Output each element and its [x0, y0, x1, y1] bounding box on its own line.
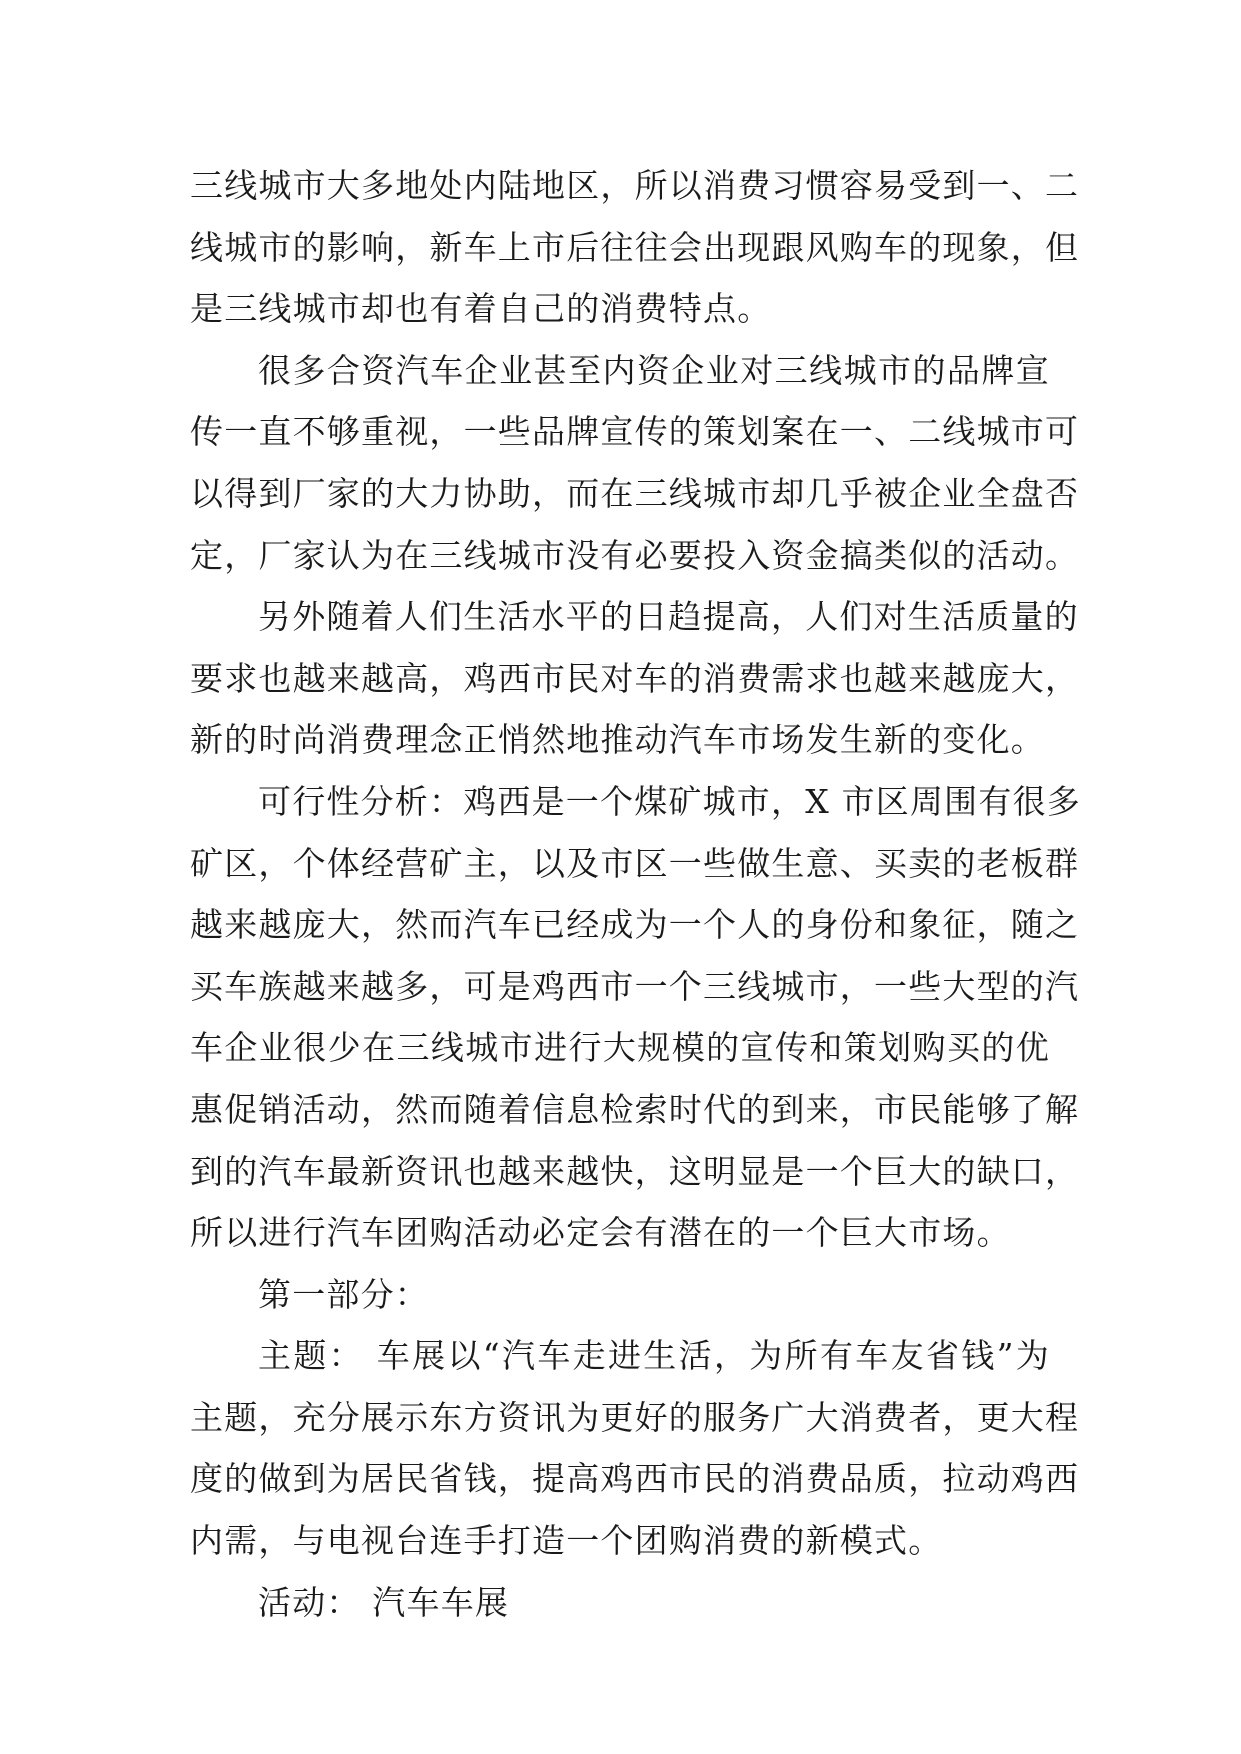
- text-line: 传一直不够重视，一些品牌宣传的策划案在一、二线城市可: [190, 412, 1080, 452]
- text-line: 定，厂家认为在三线城市没有必要投入资金搞类似的活动。: [190, 535, 1080, 575]
- text-line: 以得到厂家的大力协助，而在三线城市却几乎被企业全盘否: [190, 473, 1080, 513]
- text-line: 另外随着人们生活水平的日趋提高，人们对生活质量的: [258, 597, 1079, 637]
- paragraph: [190, 771, 1081, 1264]
- paragraph: [190, 155, 1080, 340]
- text-line: 惠促销活动，然而随着信息检索时代的到来，市民能够了解: [190, 1089, 1080, 1129]
- text-line: 线城市的影响，新车上市后往往会出现跟风购车的现象，但: [190, 227, 1080, 267]
- paragraph: [190, 340, 1080, 586]
- text-line: 是三线城市却也有着自己的消费特点。: [190, 289, 772, 329]
- text-line: 主题，充分展示东方资讯为更好的服务广大消费者，更大程: [190, 1397, 1080, 1437]
- text-line: 矿区，个体经营矿主，以及市区一些做生意、买卖的老板群: [190, 843, 1080, 883]
- text-line: 买车族越来越多，可是鸡西市一个三线城市，一些大型的汽: [190, 966, 1080, 1006]
- text-line: 可行性分析：鸡西是一个煤矿城市，X 市区周围有很多: [258, 781, 1081, 821]
- paragraph: [190, 1325, 1080, 1571]
- paragraph: [190, 586, 1080, 771]
- document-body: [190, 155, 1081, 1633]
- text-line: 活动： 汽车车展: [258, 1582, 510, 1622]
- text-line: 三线城市大多地处内陆地区，所以消费习惯容易受到一、二: [190, 166, 1080, 205]
- text-line: 新的时尚消费理念正悄然地推动汽车市场发生新的变化。: [190, 720, 1045, 760]
- paragraph: [190, 1572, 1050, 1634]
- text-line: 第一部分：: [258, 1274, 429, 1314]
- text-line: 到的汽车最新资讯也越来越快，这明显是一个巨大的缺口，: [190, 1151, 1080, 1191]
- text-line: 所以进行汽车团购活动必定会有潜在的一个巨大市场。: [190, 1213, 1011, 1253]
- text-line: 越来越庞大，然而汽车已经成为一个人的身份和象征，随之: [190, 905, 1080, 945]
- text-line: 内需，与电视台连手打造一个团购消费的新模式。: [190, 1521, 943, 1561]
- text-line: 很多合资汽车企业甚至内资企业对三线城市的品牌宣: [258, 350, 1050, 390]
- text-line: 度的做到为居民省钱，提高鸡西市民的消费品质，拉动鸡西: [190, 1459, 1080, 1499]
- text-line: 车企业很少在三线城市进行大规模的宣传和策划购买的优: [190, 1028, 1050, 1068]
- text-line: 主题： 车展以“汽车走进生活，为所有车友省钱”为: [258, 1336, 1050, 1376]
- paragraph: [190, 1264, 1050, 1326]
- text-line: 要求也越来越高，鸡西市民对车的消费需求也越来越庞大，: [190, 658, 1080, 698]
